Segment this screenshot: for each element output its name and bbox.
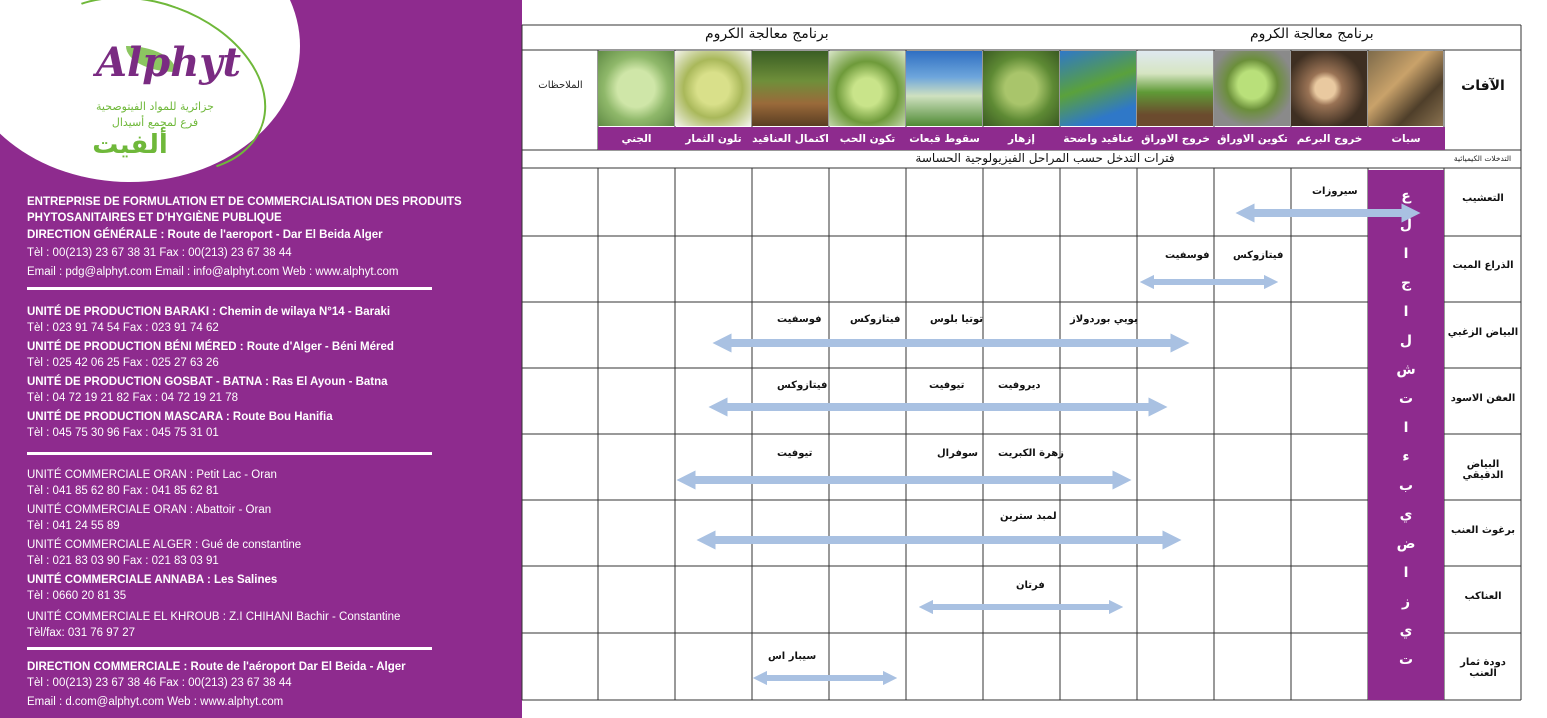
headline-1: ENTREPRISE DE FORMULATION ET DE COMMERCIALISATION DES PRODUITS: [27, 196, 462, 208]
vertical-label-char: ب: [1398, 478, 1414, 494]
vertical-label-char: ل: [1399, 333, 1413, 349]
product-label: تيوفيت: [777, 448, 813, 459]
product-label: بويي بوردولاز: [1070, 314, 1138, 325]
product-label: فيتازوكس: [777, 380, 828, 391]
com-unit-name: UNITÉ COMMERCIALE ORAN : Petit Lac - Oran: [27, 469, 277, 481]
com-unit-name: UNITÉ COMMERCIALE ALGER : Gué de constantine: [27, 539, 302, 551]
direction-generale: DIRECTION GÉNÉRALE : Route de l'aeroport - Dar El Beida Alger: [27, 229, 383, 241]
stage-label: خروج البرعم: [1296, 133, 1363, 145]
pest-label: دودة ثمار العنب: [1460, 657, 1506, 679]
stage-label: تكون الحب: [839, 133, 896, 145]
vertical-label-char: ء: [1402, 449, 1410, 465]
vertical-label-char: ا: [1403, 304, 1409, 320]
table-title-left: برنامج معالجة الكروم: [705, 26, 829, 42]
pest-label: البياض الدقيقي: [1462, 459, 1504, 481]
vertical-label-char: ز: [1401, 594, 1411, 610]
vertical-label-char: ج: [1400, 275, 1412, 291]
stage-label: خروج الاوراق: [1141, 133, 1210, 145]
vertical-label-char: ش: [1396, 362, 1416, 378]
stage-label: الجني: [621, 133, 652, 145]
logo-latin: Alphyt: [96, 39, 241, 86]
stage-label: إزهار: [1008, 133, 1035, 145]
com-unit-tel: Tèl/fax: 031 76 97 27: [27, 627, 136, 639]
com-unit-tel: Tèl : 021 83 03 90 Fax : 021 83 03 91: [27, 555, 219, 567]
prod-unit-tel: Tèl : 045 75 30 96 Fax : 045 75 31 01: [27, 427, 219, 439]
vertical-label-char: ي: [1399, 507, 1413, 523]
logo-ar-line1: جزائرية للمواد الفيتوصحية: [96, 100, 214, 113]
com-unit-tel: Tèl : 0660 20 81 35: [27, 590, 127, 602]
product-label: فيتازوكس: [850, 314, 901, 325]
pest-label: البياض الزغبي: [1447, 327, 1519, 338]
stage-label: عناقيد واضحة: [1063, 133, 1134, 145]
product-label: فرتان: [1016, 580, 1045, 591]
vertical-label-char: ا: [1403, 565, 1409, 581]
chemical-header: التدخلات الكيميائية: [1453, 154, 1512, 163]
vertical-label-char: ع: [1401, 188, 1411, 204]
product-label: توتيا بلوس: [930, 314, 984, 325]
product-label: فيتازوكس: [1233, 250, 1284, 261]
headline-2: PHYTOSANITAIRES ET D'HYGIÈNE PUBLIQUE: [27, 212, 282, 224]
stage-label: سقوط قبعات: [909, 133, 980, 145]
vertical-label-char: ا: [1403, 420, 1409, 436]
product-label: فوسفيت: [1165, 250, 1210, 261]
pests-header: الآفات: [1461, 78, 1505, 94]
direction-commerciale: DIRECTION COMMERCIALE : Route de l'aéroport Dar El Beida - Alger: [27, 661, 406, 673]
stage-label: اكتمال العناقيد: [752, 133, 829, 145]
product-label: زهرة الكبريت: [998, 448, 1064, 459]
com-unit-tel: Tèl : 041 85 62 80 Fax : 041 85 62 81: [27, 485, 219, 497]
pest-label: التعشيب: [1462, 193, 1504, 204]
pest-label: العناكب: [1464, 591, 1502, 602]
prod-unit-name: UNITÉ DE PRODUCTION BARAKI : Chemin de wilaya N°14 - Baraki: [27, 306, 391, 318]
periods-header: فترات التدخل حسب المراحل الفيزيولوجية الحساسة: [915, 151, 1175, 165]
dg-tel: Tèl : 00(213) 23 67 38 31 Fax : 00(213) 23 67 38 44: [27, 247, 292, 259]
com-unit-name: UNITÉ COMMERCIALE ANNABA : Les Salines: [27, 574, 278, 586]
dc-tel: Tèl : 00(213) 23 67 38 46 Fax : 00(213) 23 67 38 44: [27, 677, 292, 689]
product-label: سوفرال: [937, 448, 978, 459]
prod-unit-tel: Tèl : 023 91 74 54 Fax : 023 91 74 62: [27, 322, 219, 334]
logo-ar-name: ألفيت: [92, 130, 168, 160]
prod-unit-name: UNITÉ DE PRODUCTION MASCARA : Route Bou Hanifia: [27, 411, 333, 423]
product-label: لمبد سترين: [1000, 511, 1057, 522]
product-label: تيوفيت: [929, 380, 965, 391]
stage-label: سبات: [1391, 133, 1421, 145]
vertical-label-char: ا: [1403, 246, 1409, 262]
vertical-label-char: ل: [1399, 217, 1413, 233]
pest-label: برغوث العنب: [1450, 525, 1516, 536]
prod-unit-tel: Tèl : 025 42 06 25 Fax : 025 27 63 26: [27, 357, 219, 369]
dg-email: Email : pdg@alphyt.com Email : info@alphyt.com Web : www.alphyt.com: [27, 266, 399, 278]
product-label: سيروزات: [1312, 186, 1358, 197]
vertical-label-char: ي: [1399, 623, 1413, 639]
com-unit-tel: Tèl : 041 24 55 89: [27, 520, 120, 532]
product-label: فوسفيت: [777, 314, 822, 325]
prod-unit-name: UNITÉ DE PRODUCTION BÉNI MÉRED : Route d'Alger - Béni Méred: [27, 341, 394, 353]
prod-unit-name: UNITÉ DE PRODUCTION GOSBAT - BATNA : Ras El Ayoun - Batna: [27, 376, 388, 388]
vertical-label-char: ت: [1398, 652, 1414, 668]
logo-ar-line2: فرع لمجمع أسيدال: [111, 116, 199, 129]
notes-header: الملاحظات: [538, 80, 583, 91]
stage-label: تكوين الاوراق: [1217, 133, 1288, 145]
prod-unit-tel: Tèl : 04 72 19 21 82 Fax : 04 72 19 21 78: [27, 392, 238, 404]
dc-email: Email : d.com@alphyt.com Web : www.alphyt.com: [27, 696, 284, 708]
pest-label: الذراع الميت: [1452, 260, 1514, 271]
product-label: ديروفيت: [998, 380, 1041, 391]
pest-label: العفن الاسود: [1450, 393, 1516, 404]
stage-label: تلون الثمار: [685, 133, 742, 145]
table-title-right: برنامج معالجة الكروم: [1250, 26, 1374, 42]
com-unit-name: UNITÉ COMMERCIALE EL KHROUB : Z.I CHIHANI Bachir - Constantine: [27, 611, 401, 623]
product-label: سيبار اس: [768, 651, 817, 662]
com-unit-name: UNITÉ COMMERCIALE ORAN : Abattoir - Oran: [27, 504, 272, 516]
vertical-label-char: ض: [1396, 536, 1416, 552]
vertical-label-char: ت: [1398, 391, 1414, 407]
